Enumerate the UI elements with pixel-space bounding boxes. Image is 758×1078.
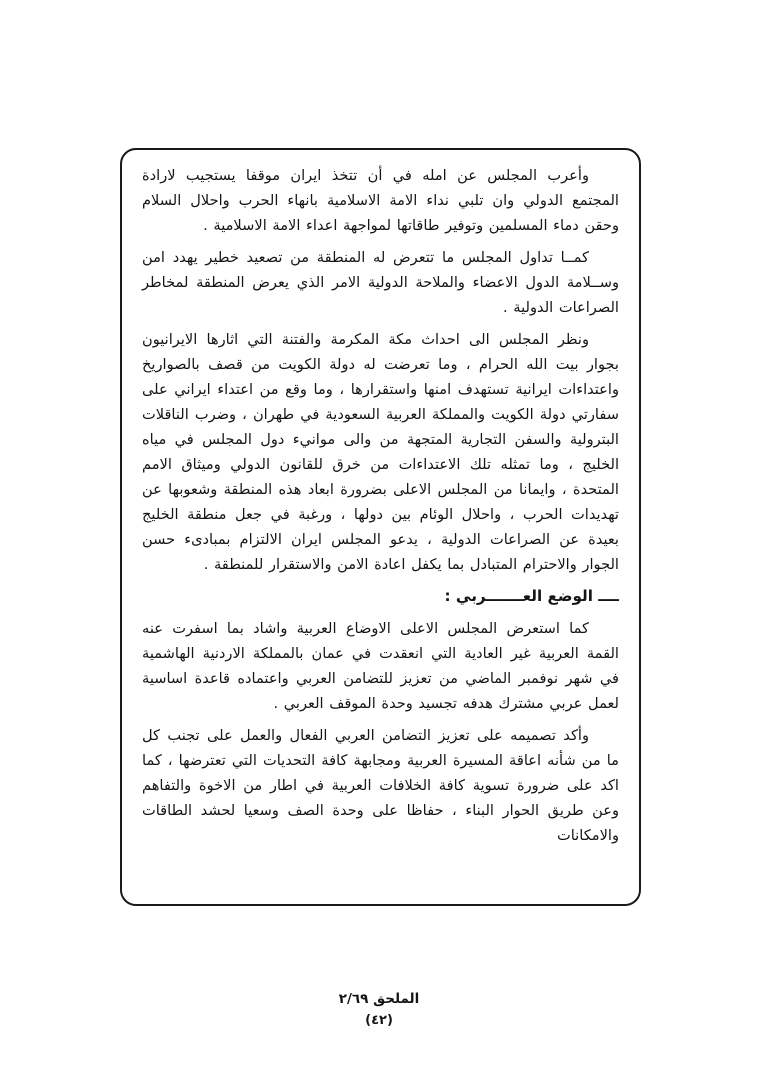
bordered-text-panel [120,148,641,906]
paragraph-iran-stance: وأعرب المجلس عن امله في أن تتخذ ايران موقفا يستجيب لارادة المجتمع الدولي وان تلبي نداء الامة الاسلامية بانهاء الحرب واحلال السلام وحقن دماء المسلمين وتوفير طاقاتها لمواجهة اعداء الامة الاسلامية . [142,167,619,234]
paragraph-mecca-kuwait-attacks: ونظر المجلس الى احداث مكة المكرمة والفتنة التي اثارها الايرانيون بجوار بيت الله الحرام ، وما تعرضت له دولة الكويت من قصف بالصواريخ واعتداءات ايرانية تستهدف امنها واستقرارها ، وما وقع من اعتداء ايراني على سفارتي دولة الكويت والمملكة العربية السعودية في طهران ، وضرب الناقلات البترولية والسفن التجارية المتجهة من والى موانيء دول المجلس في مياه الخليج ، وما تمثله تلك الاعتداءات من خرق للقانون الدولي وميثاق الامم المتحدة ، وايمانا من المجلس الاعلى بضرورة ابعاد هذه المنطقة وشعوبها عن تهديدات الحرب ، واحلال الوئام بين دولها ، ورغبة في جعل منطقة الخليج بعيدة عن الصراعات الدولية ، يدعو المجلس ايران الالتزام بمبادىء حسن الجوار والاحترام المتبادل بما يكفل اعادة الامن والاستقرار للمنطقة . [142,331,619,573]
section-heading-arab-situation: ــــ الوضع العـــــــربي : [444,587,619,605]
paragraph-arab-summit: كما استعرض المجلس الاعلى الاوضاع العربية واشاد بما اسفرت عنه القمة العربية غير العادية التي انعقدت في عمان بالمملكة الاردنية الهاشمية في شهر نوفمبر الماضي من تعزيز للتضامن العربي واعتماده قاعدة اساسية لعمل عربي مشترك هدفه تجسيد وحدة الموقف العربي . [142,620,619,712]
annex-label: الملحق ٢/٦٩ [338,991,420,1007]
page-footer [0,988,758,1032]
paragraph-regional-escalation: كمــا تداول المجلس ما تتعرض له المنطقة من تصعيد خطير يهدد امن وســلامة الدول الاعضاء والملاحة الدولية الامر الذي يعرض المنطقة لمخاطر الصراعات الدولية . [142,249,619,316]
paragraph-arab-solidarity: وأكد تصميمه على تعزيز التضامن العربي الفعال والعمل على تجنب كل ما من شأنه اعاقة المسيرة العربية ومجابهة كافة التحديات التي تعترضها ، كما اكد على ضرورة تسوية كافة الخلافات العربية في اطار من الاخوة والتفاهم وعن طريق الحوار البناء ، حفاظا على وحدة الصف وسعيا لحشد الطاقات والامكانات [142,727,619,844]
page-number: (٤٢) [365,1013,393,1028]
